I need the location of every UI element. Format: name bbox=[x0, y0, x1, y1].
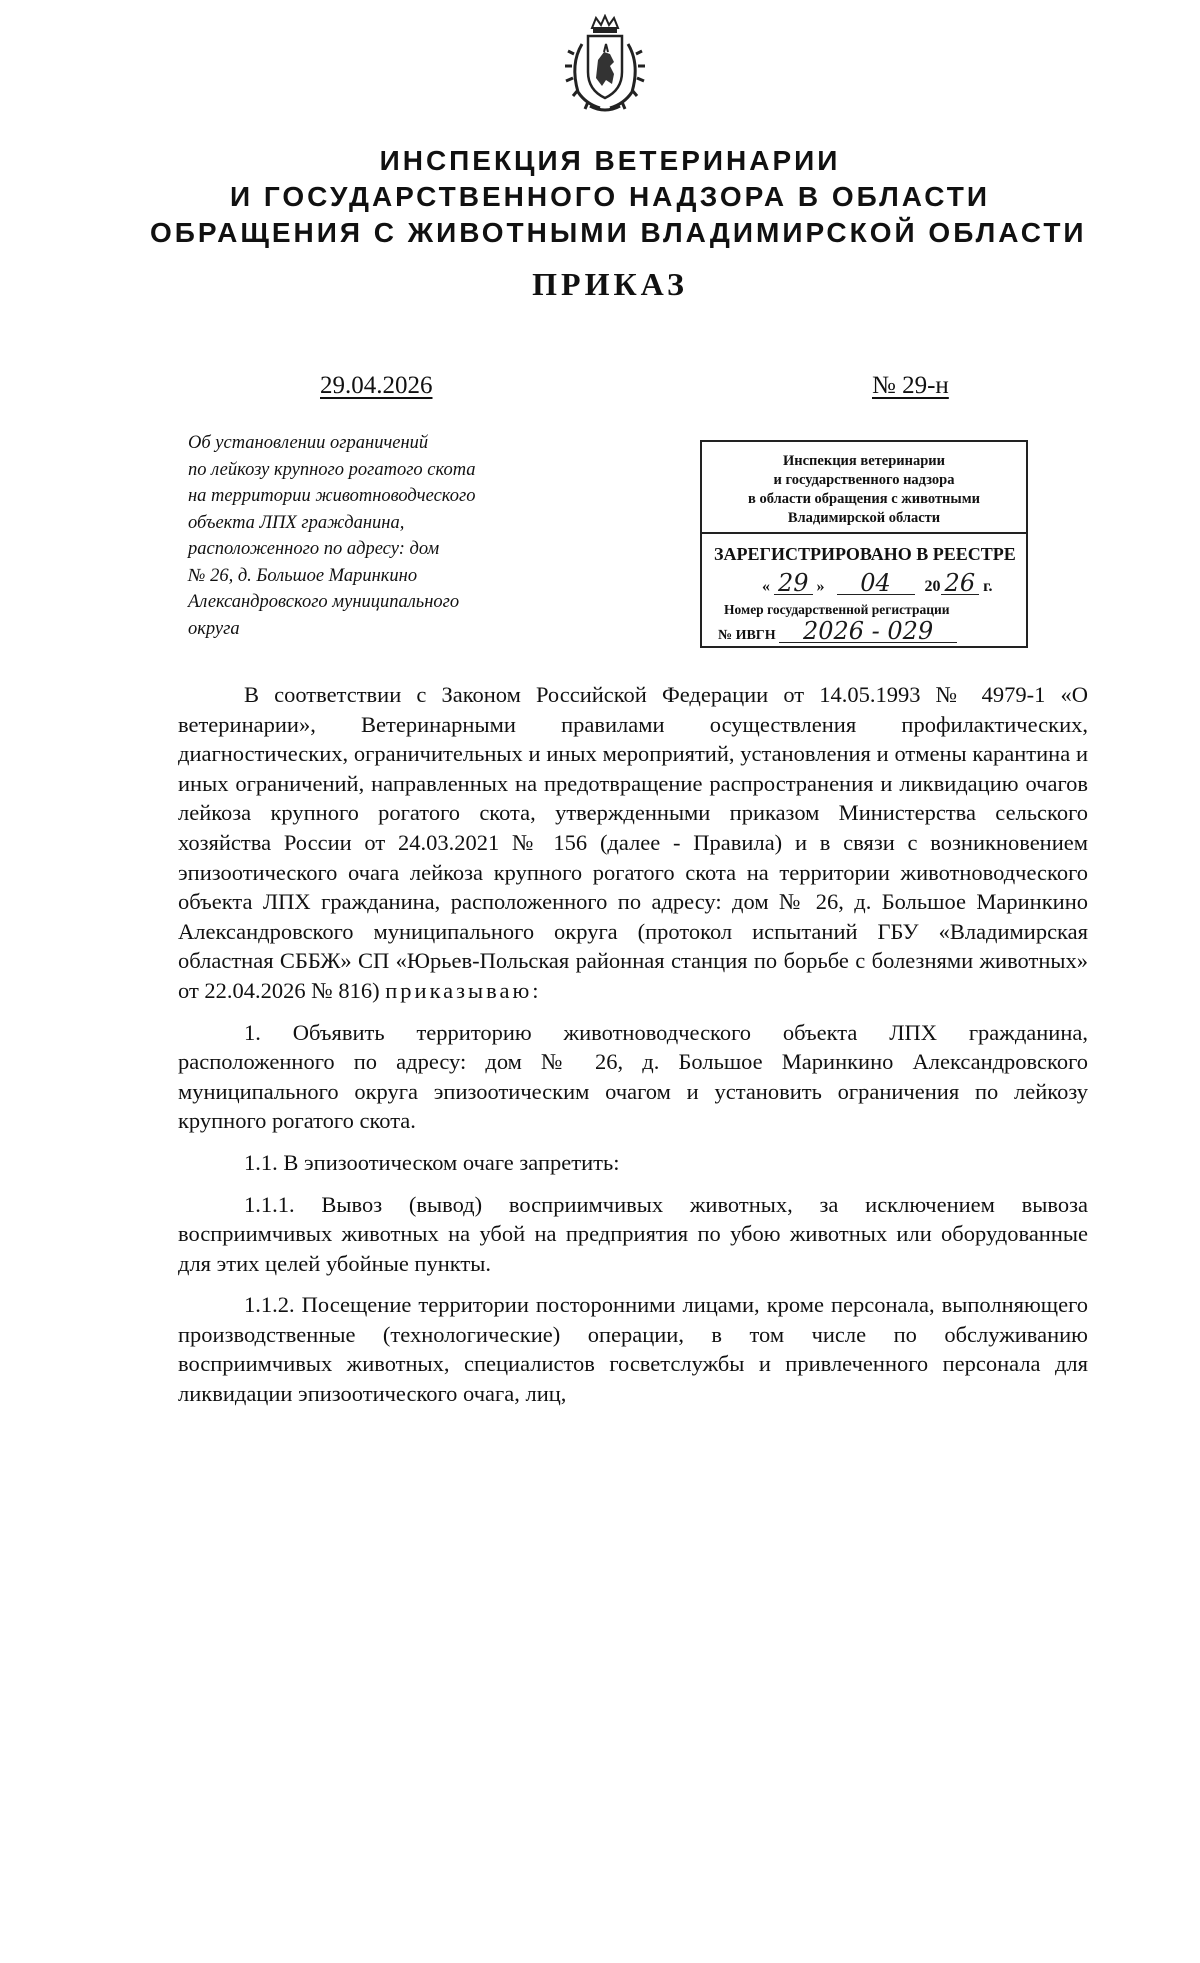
coat-of-arms-emblem bbox=[560, 14, 650, 114]
stamp-number-row bbox=[718, 617, 957, 645]
body-paragraph-2: 1. Объявить территорию животноводческого объекта ЛПХ гражданина, расположенного по адресу: дом № 26, д. Большое Маринкино Александровского муниципального округа эпизоотическим очагом и установить ограничения по лейкозу крупного рогатого скота. bbox=[178, 1019, 1088, 1134]
stamp-registered-label: ЗАРЕГИСТРИРОВАНО В РЕЕСТРЕ bbox=[714, 544, 1016, 564]
subject-line-5: расположенного по адресу: дом bbox=[188, 539, 440, 559]
stamp-date-open: « bbox=[762, 578, 770, 595]
authority-line-2: И ГОСУДАРСТВЕННОГО НАДЗОРА В ОБЛАСТИ bbox=[229, 181, 991, 212]
body-paragraph-3: 1.1. В эпизоотическом очаге запретить: bbox=[244, 1149, 620, 1175]
registration-stamp bbox=[700, 440, 1028, 648]
subject-line-8: округа bbox=[188, 618, 240, 639]
order-word: приказываю: bbox=[385, 977, 542, 1003]
subject-line-7: Александровского муниципального bbox=[188, 592, 460, 612]
document-number: № 29-н bbox=[872, 372, 949, 399]
stamp-head-line-2: и государственного надзора bbox=[773, 472, 955, 488]
document-subject bbox=[188, 430, 588, 642]
stamp-date-sep: » bbox=[816, 578, 825, 595]
document-type-title: ПРИКАЗ bbox=[532, 266, 688, 302]
body-paragraph-1 bbox=[178, 680, 1088, 1006]
stamp-year-end: г. bbox=[983, 578, 993, 595]
stamp-date-day-handwritten: 29 bbox=[774, 572, 813, 595]
body-paragraph-1-text: В соответствии с Законом Российской Федерации от 14.05.1993 № 4979-1 «О ветеринарии», Ветеринарными правилами осуществления профилактических, диагностических, ограничительных и иных мероприятий, установления и отмены карантина и иных ограничений, направленных на предотвращение распространения и ликвидацию очагов лейкоза крупного рогатого скота, утвержденными приказом Министерства сельского хозяйства России от 24.03.2021 № 156 (далее - Правила) и в связи с возникновением эпизоотического очага лейкоза крупного рогатого скота на территории животноводческого объекта ЛПХ гражданина, расположенного по адресу: дом № 26, д. Большое Маринкино Александровского муниципального округа (протокол испытаний ГБУ «Владимирская областная СББЖ» СП «Юрьев-Польская районная станция по борьбе с болезнями животных» от 22.04.2026 № 816) bbox=[178, 682, 1088, 1003]
stamp-head-line-4: Владимирской области bbox=[787, 510, 941, 526]
stamp-head-line-1: Инспекция ветеринарии bbox=[782, 453, 945, 469]
subject-line-3: на территории животноводческого bbox=[188, 486, 476, 506]
stamp-number-label: Номер государственной регистрации bbox=[724, 602, 950, 617]
authority-line-3: ОБРАЩЕНИЯ С ЖИВОТНЫМИ ВЛАДИМИРСКОЙ ОБЛАСТИ bbox=[150, 217, 1087, 248]
stamp-head-line-3: в области обращения с животными bbox=[748, 491, 980, 507]
authority-line-1: ИНСПЕКЦИЯ ВЕТЕРИНАРИИ bbox=[379, 145, 841, 176]
stamp-year-prefix: 20 bbox=[924, 578, 941, 595]
body-paragraph-4: 1.1.1. Вывоз (вывод) восприимчивых животных, за исключением вывоза восприимчивых животных на убой на предприятия по убою животных или оборудованные для этих целей убойные пункты. bbox=[178, 1191, 1088, 1276]
document-date: 29.04.2026 bbox=[320, 372, 433, 399]
stamp-date-month-handwritten: 04 bbox=[837, 572, 915, 595]
subject-line-2: по лейкозу крупного рогатого скота bbox=[188, 459, 476, 480]
stamp-number-handwritten: 2026 - 029 bbox=[779, 620, 957, 643]
authority-heading bbox=[150, 143, 1087, 251]
body-paragraph-5: 1.1.2. Посещение территории посторонними лицами, кроме персонала, выполняющего производственные (технологические) операции, в том числе по обслуживанию восприимчивых животных, специалистов госветслужбы и привлеченного персонала для ликвидации эпизоотического очага, лиц, bbox=[178, 1292, 1088, 1407]
stamp-date-row bbox=[762, 569, 993, 597]
stamp-header bbox=[702, 442, 1026, 534]
subject-line-4: объекта ЛПХ гражданина, bbox=[188, 512, 405, 533]
stamp-number-prefix: № ИВГН bbox=[718, 628, 776, 643]
subject-line-6: № 26, д. Большое Маринкино bbox=[188, 565, 418, 586]
stamp-year-suffix-handwritten: 26 bbox=[941, 572, 980, 595]
subject-line-1: Об установлении ограничений bbox=[188, 433, 429, 453]
document-body bbox=[178, 680, 1088, 1421]
